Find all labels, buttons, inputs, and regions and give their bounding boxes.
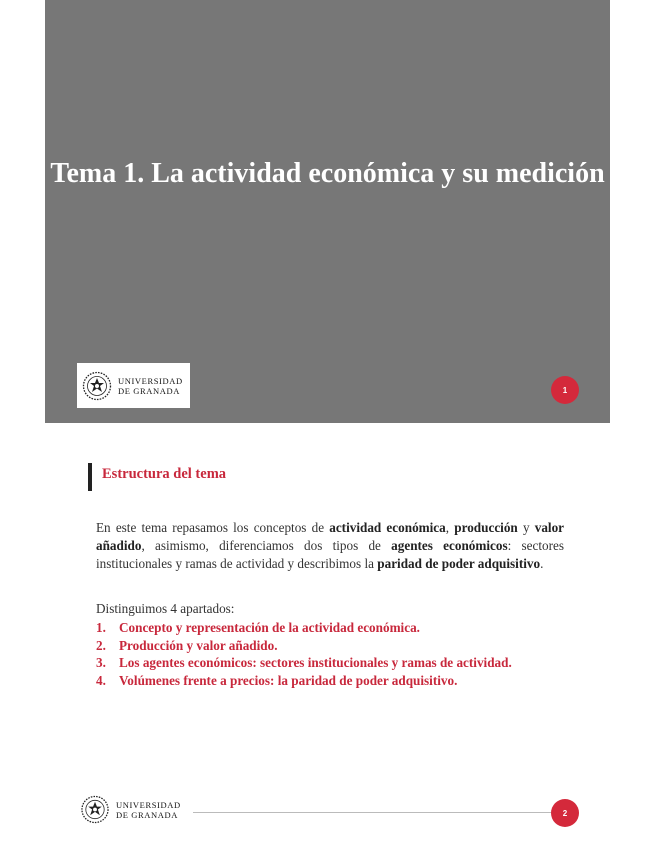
list-item-text: Volúmenes frente a precios: la paridad de poder adquisitivo. [119,672,458,688]
paragraph-text: , asimismo, diferenciamos dos tipos de [141,538,392,553]
page-number-badge: 2 [551,799,579,827]
footer-divider [193,812,551,813]
topic-list [96,619,512,689]
list-item-number: 4. [96,672,106,688]
paragraph-key-term: paridad de poder adquisitivo [377,556,541,571]
list-item-number: 2. [96,637,106,653]
logo-wordmark [118,376,183,396]
list-item-text: Concepto y representación de la actividad económica. [119,620,420,635]
page-number-badge: 1 [551,376,579,404]
list-item [96,654,512,672]
list-lead: Distinguimos 4 apartados: [96,601,235,616]
list-item [96,619,512,637]
paragraph-text: : sectores institucionales y ramas de actividad y describimos la [96,538,564,571]
paragraph-text: , [445,520,455,535]
list-item-number: 3. [96,655,106,670]
list-item-number: 1. [96,620,106,635]
slide-title: Tema 1. La actividad económica y su medición [50,158,605,189]
paragraph-key-term: actividad económica [329,520,446,535]
logo-line-2: DE GRANADA [116,809,178,820]
list-item [96,672,512,690]
logo-line-1: UNIVERSIDAD [118,375,183,386]
paragraph-text: y [517,520,535,535]
paragraph-key-term: agentes económicos [391,538,508,553]
list-item-text: Los agentes económicos: sectores institucionales y ramas de actividad. [119,655,512,670]
logo-line-2: DE GRANADA [118,385,180,396]
title-slide [45,0,610,423]
university-logo [77,363,190,408]
list-item-text: Producción y valor añadido. [119,637,278,653]
university-seal-icon [80,795,110,824]
content-slide [45,423,610,848]
section-title: Estructura del tema [102,466,227,482]
footer-logo [80,795,181,824]
paragraph-text: . [540,556,544,571]
university-seal-icon [82,371,112,401]
paragraph-key-term: valor añadido [96,520,565,553]
paragraph-text: En este tema repasamos los conceptos de [96,520,330,535]
section-marker [88,463,92,491]
intro-paragraph [96,519,564,573]
paragraph-key-term: producción [454,520,518,535]
list-item [96,637,512,655]
logo-line-1: UNIVERSIDAD [116,799,181,810]
logo-wordmark [116,800,181,820]
